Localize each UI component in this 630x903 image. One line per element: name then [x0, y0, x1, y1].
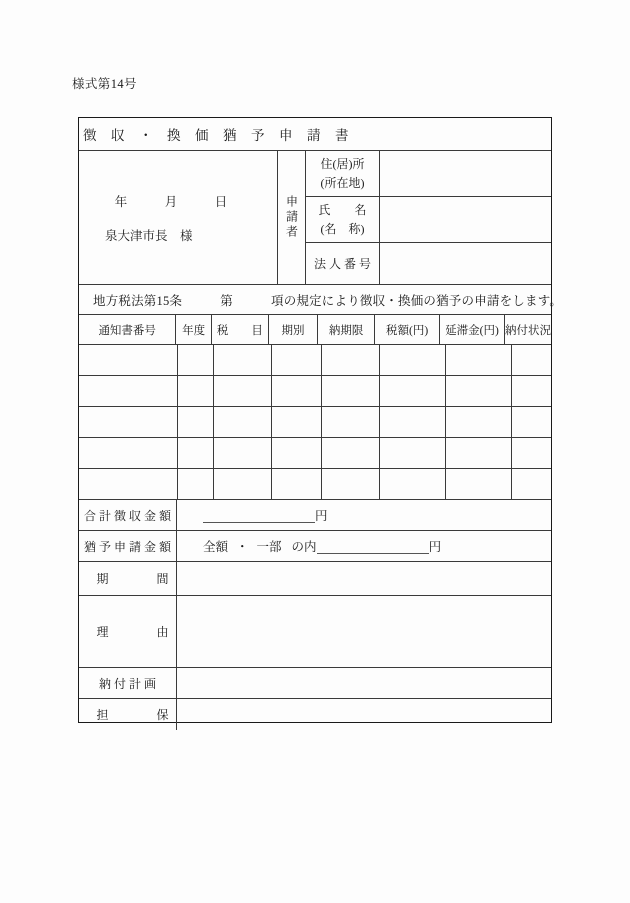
option-partial-amount[interactable]: 一部 [256, 540, 282, 554]
cell-notice-number[interactable] [79, 469, 178, 499]
cell-tax-amount[interactable] [380, 376, 446, 406]
applicant-corporate-number-row [306, 243, 551, 285]
cell-tax-amount[interactable] [380, 407, 446, 437]
cell-tax-amount[interactable] [380, 438, 446, 468]
cell-payment-status[interactable] [512, 438, 551, 468]
form-number-label: 様式第14号 [72, 77, 137, 91]
reason-label [79, 596, 177, 667]
address-label [306, 151, 380, 196]
total-amount-row [79, 500, 551, 531]
address-label-line1: 住(居)所 [320, 156, 365, 171]
column-header-due-date: 納期限 [318, 315, 375, 344]
addressee-label: 泉大津市長 様 [105, 228, 193, 243]
deferment-amount-input[interactable] [317, 539, 429, 554]
legal-clause-row [79, 285, 563, 315]
deferment-prefix: の内 [291, 540, 317, 554]
table-row [79, 469, 551, 500]
applicant-section [79, 151, 551, 285]
tax-table-header-row [79, 315, 551, 345]
address-input[interactable] [380, 151, 551, 196]
name-label-line1: 氏 名 [318, 202, 367, 217]
security-row [79, 699, 551, 730]
column-header-payment-status: 納付状況 [505, 324, 551, 337]
cell-term[interactable] [272, 469, 322, 499]
total-amount-unit: 円 [315, 509, 328, 523]
cell-late-fee[interactable] [446, 345, 512, 375]
cell-tax-item[interactable] [214, 438, 272, 468]
corporate-number-label-line1: 法 人 番 号 [313, 256, 371, 271]
cell-due-date[interactable] [322, 407, 380, 437]
cell-fiscal-year[interactable] [178, 376, 214, 406]
period-row [79, 562, 551, 596]
cell-due-date[interactable] [322, 469, 380, 499]
security-input[interactable] [177, 699, 551, 730]
cell-notice-number[interactable] [79, 438, 178, 468]
cell-due-date[interactable] [322, 438, 380, 468]
total-amount-value-cell [177, 500, 551, 530]
total-amount-label: 合 計 徴 収 金 額 [79, 500, 177, 530]
corporate-number-label [306, 243, 380, 285]
cell-term[interactable] [272, 376, 322, 406]
name-label-line2: (名 称) [320, 221, 365, 236]
period-label [79, 562, 177, 595]
applicant-label-text: 申請者 [284, 195, 299, 240]
name-label [306, 197, 380, 242]
deferment-amount-value-cell [177, 531, 551, 561]
cell-notice-number[interactable] [79, 407, 178, 437]
address-label-line2: (所在地) [320, 175, 365, 190]
cell-late-fee[interactable] [446, 376, 512, 406]
corporate-number-input[interactable] [380, 243, 551, 285]
cell-tax-item[interactable] [214, 407, 272, 437]
application-form-table [78, 117, 563, 723]
date-and-addressee-cell [79, 151, 278, 284]
name-input[interactable] [380, 197, 551, 242]
column-header-notice-number: 通知書番号 [79, 315, 176, 344]
cell-late-fee[interactable] [446, 407, 512, 437]
applicant-fields-group [306, 151, 551, 284]
cell-fiscal-year[interactable] [178, 407, 214, 437]
cell-tax-item[interactable] [214, 376, 272, 406]
cell-fiscal-year[interactable] [178, 438, 214, 468]
deferment-amount-label: 猶 予 申 請 金 額 [79, 531, 177, 561]
cell-payment-status[interactable] [512, 407, 551, 437]
column-header-tax-item: 税 目 [212, 315, 269, 344]
column-header-term: 期別 [269, 315, 318, 344]
payment-plan-input[interactable] [177, 668, 551, 698]
cell-term[interactable] [272, 438, 322, 468]
column-header-tax-amount: 税額(円) [375, 315, 440, 344]
cell-due-date[interactable] [322, 376, 380, 406]
column-header-fiscal-year: 年度 [176, 315, 211, 344]
period-input[interactable] [177, 562, 551, 595]
option-separator: ・ [236, 540, 249, 554]
applicant-address-row [306, 151, 551, 197]
payment-plan-row [79, 668, 551, 699]
cell-payment-status[interactable] [512, 376, 551, 406]
cell-payment-status[interactable] [512, 469, 551, 499]
applicant-name-row [306, 197, 551, 243]
applicant-vertical-label [278, 151, 306, 284]
cell-tax-item[interactable] [214, 345, 272, 375]
security-label-text: 担 保 [96, 708, 169, 722]
cell-term[interactable] [272, 407, 322, 437]
table-row [79, 438, 551, 469]
table-row [79, 345, 551, 376]
deferment-amount-row [79, 531, 551, 562]
cell-tax-item[interactable] [214, 469, 272, 499]
total-amount-input[interactable] [203, 508, 315, 523]
option-full-amount[interactable]: 全額 [203, 540, 229, 554]
period-label-text: 期 間 [96, 572, 169, 586]
column-header-late-fee: 延滞金(円) [440, 315, 505, 344]
cell-due-date[interactable] [322, 345, 380, 375]
cell-payment-status[interactable] [512, 345, 551, 375]
form-title: 徴 収 ・ 換 価 猶 予 申 請 書 [83, 128, 349, 143]
security-label [79, 699, 177, 730]
deferment-amount-unit: 円 [428, 540, 442, 554]
cell-term[interactable] [272, 345, 322, 375]
form-title-row [79, 118, 551, 151]
reason-input[interactable] [177, 596, 551, 667]
date-field[interactable]: 年 月 日 [114, 194, 228, 209]
reason-row [79, 596, 551, 668]
table-row [79, 376, 551, 407]
cell-fiscal-year[interactable] [178, 345, 214, 375]
table-row [79, 407, 551, 438]
cell-tax-amount[interactable] [380, 469, 446, 499]
legal-clause-text: 地方税法第15条 第 項の規定により徴収・換価の猶予の申請をします。 [93, 293, 563, 308]
cell-notice-number[interactable] [79, 345, 178, 375]
cell-late-fee[interactable] [446, 469, 512, 499]
cell-notice-number[interactable] [79, 376, 178, 406]
reason-label-text: 理 由 [96, 625, 169, 639]
payment-plan-label: 納 付 計 画 [79, 668, 177, 698]
cell-late-fee[interactable] [446, 438, 512, 468]
cell-fiscal-year[interactable] [178, 469, 214, 499]
cell-tax-amount[interactable] [380, 345, 446, 375]
